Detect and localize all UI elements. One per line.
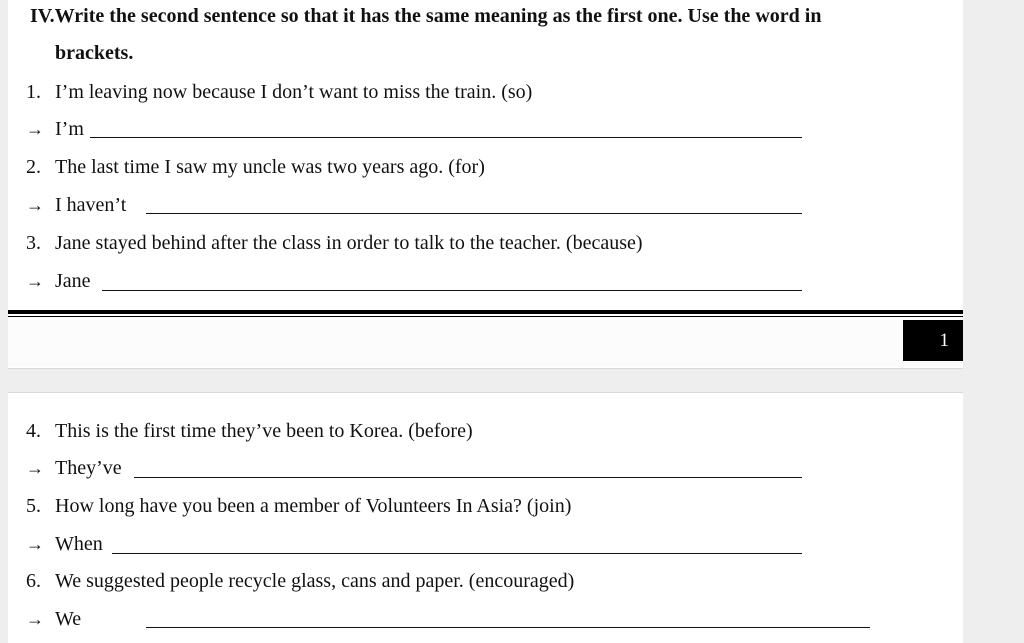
- arrow-icon: →: [26, 119, 44, 139]
- answer-line[interactable]: [102, 290, 802, 291]
- answer-line[interactable]: [134, 477, 802, 478]
- item-number: 4.: [26, 420, 41, 442]
- arrow-icon: →: [26, 195, 44, 215]
- answer-start: They’ve: [55, 457, 122, 479]
- footer-rule-thick: [8, 310, 963, 314]
- item-sentence: Jane stayed behind after the class in order to talk to the teacher. (because): [55, 232, 643, 254]
- answer-start: When: [55, 533, 103, 555]
- answer-line[interactable]: [146, 627, 870, 628]
- arrow-icon: →: [26, 271, 44, 291]
- answer-line[interactable]: [112, 553, 802, 554]
- item-sentence: How long have you been a member of Volunteers In Asia? (join): [55, 495, 572, 517]
- arrow-icon: →: [26, 609, 44, 629]
- exercise-heading: IV.Write the second sentence so that it has the same meaning as the first one. Use the word in: [30, 5, 822, 27]
- item-number: 6.: [26, 570, 41, 592]
- answer-start: We: [55, 608, 82, 630]
- item-sentence: This is the first time they’ve been to Korea. (before): [55, 420, 473, 442]
- item-sentence: The last time I saw my uncle was two years ago. (for): [55, 156, 485, 178]
- answer-start: Jane: [55, 270, 91, 292]
- answer-start: I’m: [55, 118, 84, 140]
- item-number: 1.: [26, 81, 41, 103]
- answer-start: I haven’t: [55, 194, 127, 216]
- answer-line[interactable]: [146, 213, 802, 214]
- item-number: 2.: [26, 156, 41, 178]
- answer-line[interactable]: [90, 137, 802, 138]
- arrow-icon: →: [26, 534, 44, 554]
- page-footer: [8, 317, 963, 367]
- item-sentence: We suggested people recycle glass, cans and paper. (encouraged): [55, 570, 575, 592]
- item-number: 3.: [26, 232, 41, 254]
- footer-rule-thin: [8, 316, 963, 317]
- item-number: 5.: [26, 495, 41, 517]
- page-number: 1: [903, 320, 963, 361]
- exercise-heading-continued: brackets.: [55, 42, 134, 64]
- arrow-icon: →: [26, 458, 44, 478]
- item-sentence: I’m leaving now because I don’t want to miss the train. (so): [55, 81, 533, 103]
